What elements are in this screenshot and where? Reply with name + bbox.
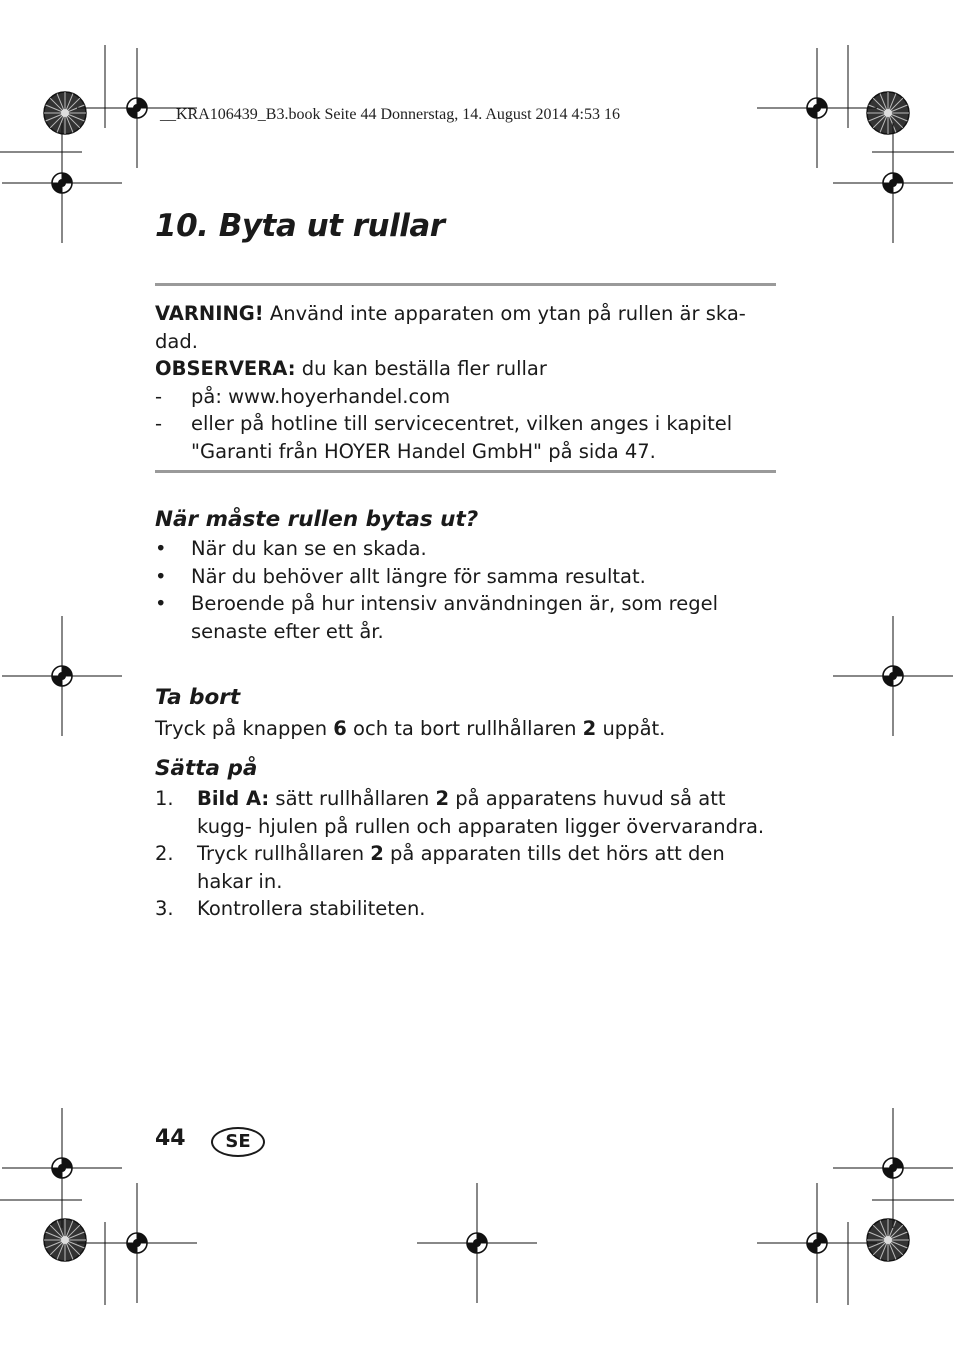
list-item (155, 590, 751, 645)
note-label: OBSERVERA: (155, 357, 296, 380)
registration-mark (2, 616, 122, 736)
button-reference: 6 (333, 717, 347, 740)
registration-mark (833, 123, 953, 243)
bullet-marker: • (155, 592, 167, 615)
registration-mark (77, 1183, 197, 1303)
color-wheel (44, 92, 86, 134)
notice-top-rule (155, 283, 776, 286)
list-item: 3. Kontrollera stabiliteten. (155, 895, 780, 923)
warning-label: VARNING! (155, 302, 264, 325)
remove-section (155, 715, 780, 743)
registration-mark (833, 616, 953, 736)
color-wheel (867, 1219, 909, 1261)
page-title: 10. Byta ut rullar (155, 208, 445, 244)
warning-paragraph (155, 300, 780, 355)
registration-mark (757, 1183, 877, 1303)
dash-marker: - (155, 384, 163, 408)
section-heading-remove: Ta bort (155, 685, 241, 710)
dash-marker: - (155, 412, 163, 435)
bullet-marker: • (155, 537, 167, 560)
step-number: 2. (155, 842, 174, 865)
figure-reference: Bild A: (197, 787, 270, 810)
list-item-text: på: www.hoyerhandel.com (191, 384, 451, 408)
when-list (155, 535, 780, 645)
holder-reference: 2 (370, 842, 384, 865)
registration-mark (2, 1108, 122, 1228)
notice-box (155, 300, 780, 465)
list-item-text: När du behöver allt längre för samma resultat. (191, 564, 646, 588)
list-item (155, 535, 780, 563)
step-number: 3. (155, 897, 174, 920)
list-item-text: eller på hotline till servicecentret, vilken anges i kapitel "Garanti från HOYER Handel GmbH" på sida 47. (191, 412, 733, 463)
list-item: 2. Tryck rullhållaren 2 på apparaten tills det hörs att den hakar in. (155, 842, 725, 893)
note-text: du kan beställa fler rullar (295, 357, 547, 380)
holder-reference: 2 (582, 717, 597, 740)
attach-section (155, 785, 780, 923)
list-item: 1. Bild A: sätt rullhållaren 2 på apparatens huvud så att kugg- hjulen på rullen och apparaten ligger övervarandra. (155, 787, 765, 838)
registration-mark (417, 1183, 537, 1303)
list-item-text: När du kan se en skada. (191, 537, 427, 560)
registration-mark (2, 123, 122, 243)
attach-steps (155, 785, 780, 923)
notice-bottom-rule (155, 470, 776, 473)
language-badge: SE (211, 1127, 265, 1157)
color-wheel (44, 1219, 86, 1261)
registration-mark (833, 1108, 953, 1228)
registration-mark (757, 48, 877, 168)
holder-reference: 2 (435, 787, 450, 810)
when-section (155, 535, 780, 645)
order-options-list (155, 383, 780, 466)
section-heading-when: När måste rullen bytas ut? (155, 507, 479, 532)
note-paragraph (155, 355, 780, 383)
color-wheel (867, 92, 909, 134)
page-number: 44 (155, 1126, 186, 1151)
remove-instruction: Tryck på knappen 6 och ta bort rullhållaren 2 uppåt. (155, 717, 666, 740)
warning-text: Använd inte apparaten om ytan på rullen är ska- dad. (155, 302, 746, 353)
list-item (155, 410, 780, 465)
section-heading-attach: Sätta på (155, 756, 258, 781)
list-item (155, 383, 780, 411)
bullet-marker: • (155, 564, 167, 588)
step-number: 1. (155, 787, 174, 810)
list-item (155, 563, 780, 591)
list-item-text: Beroende på hur intensiv användningen är, som regel senaste efter ett år. (191, 592, 719, 643)
print-header: __KRA106439_B3.book Seite 44 Donnerstag, 14. August 2014 4:53 16 (160, 106, 620, 123)
